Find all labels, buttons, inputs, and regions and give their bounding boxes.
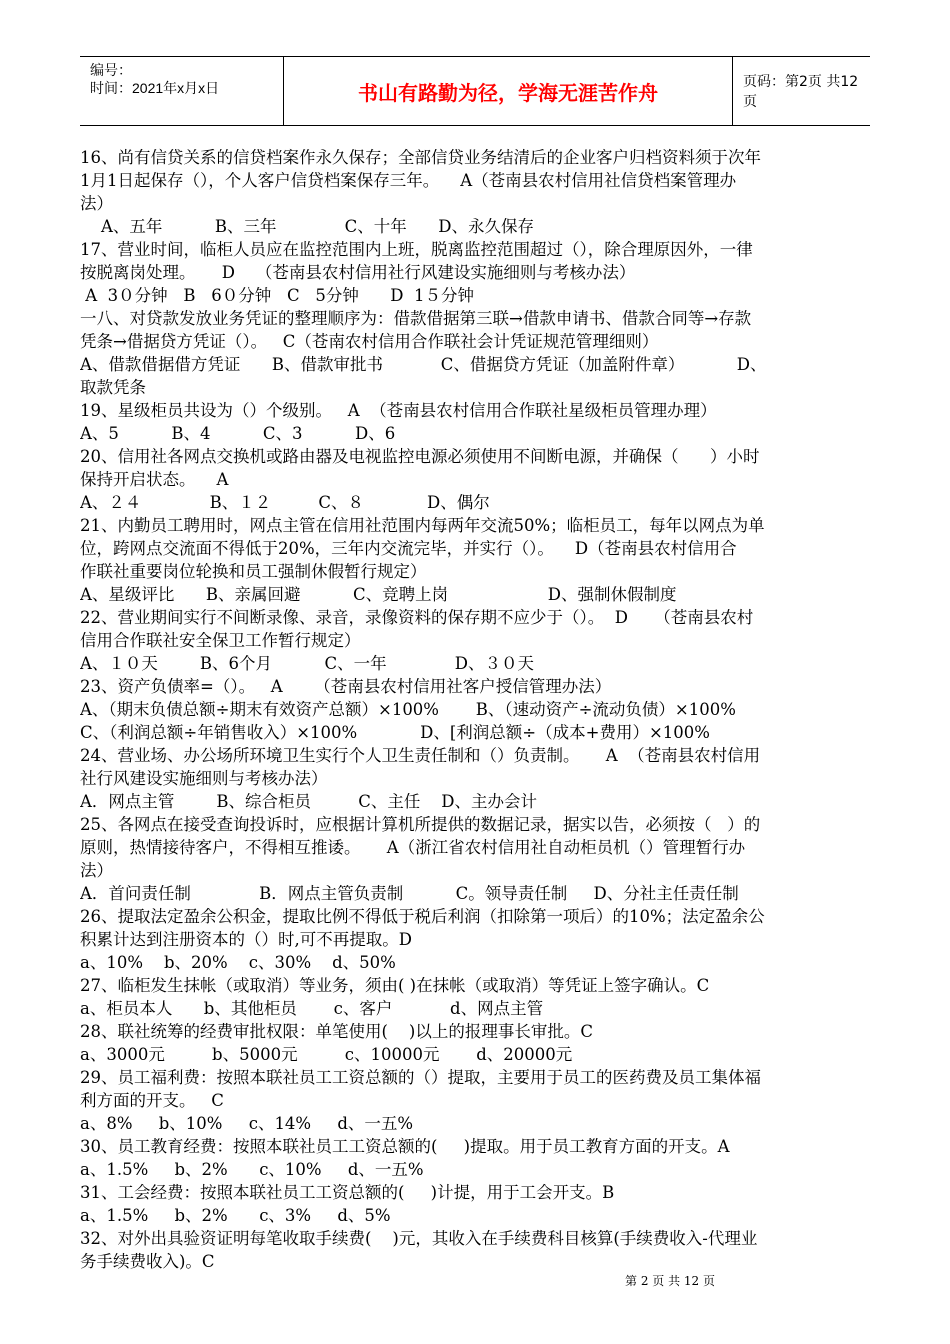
text-line: 16、尚有信贷关系的信贷档案作永久保存；全部信贷业务结清后的企业客户归档资料须于次年 <box>80 148 761 167</box>
page-header <box>80 56 870 126</box>
text-line: A、五年 B、三年 C、十年 D、永久保存 <box>80 217 534 236</box>
text-line: 原则，热情接待客户，不得相互推诿。 A（浙江省农村信用社自动柜员机（）管理暂行办 <box>80 838 746 857</box>
text-line: 法） <box>80 861 113 880</box>
text-line: 务手续费收入)。C <box>80 1252 215 1271</box>
text-line: C、（利润总额÷年销售收入）×100% D、[利润总额÷（成本+费用）×100% <box>80 723 710 742</box>
text-line: a、8% b、10% c、14% d、一五% <box>80 1114 414 1133</box>
text-line: 32、对外出具验资证明每笔收取手续费( )元，其收入在手续费科目核算(手续费收入-代理业 <box>80 1229 758 1248</box>
document-date-label: 时间：2021年x月x日 <box>90 80 220 96</box>
text-line: 20、信用社各网点交换机或路由器及电视监控电源必须使用不间断电源，并确保（ ）小时 <box>80 447 760 466</box>
text-line: a、3000元 b、5000元 c、10000元 d、20000元 <box>80 1045 573 1064</box>
text-line: 26、提取法定盈余公积金，提取比例不得低于税后利润（扣除第一项后）的10%；法定盈余公 <box>80 907 765 926</box>
text-line: 17、营业时间，临柜人员应在监控范围内上班，脱离监控范围超过（），除合理原因外，一律 <box>80 240 753 259</box>
text-line: 29、员工福利费：按照本联社员工工资总额的（）提取，主要用于员工的医药费及员工集体福 <box>80 1068 761 1087</box>
text-line: 凭条→借据贷方凭证（）。 C（苍南农村信用合作联社会计凭证规范管理细则） <box>80 332 659 351</box>
text-line: 一八、对贷款发放业务凭证的整理顺序为：借款借据第三联→借款申请书、借款合同等→存款 <box>80 309 752 328</box>
text-line: 19、星级柜员共设为（）个级别。 A （苍南县农村信用合作联社星级柜员管理办理） <box>80 401 717 420</box>
text-line: A 3０分钟 B 6０分钟 C 5分钟 D 1５分钟 <box>80 286 475 305</box>
text-line: 28、联社统筹的经费审批权限：单笔使用( )以上的报理事长审批。C <box>80 1022 593 1041</box>
text-line: 23、资产负债率=（）。 A （苍南县农村信用社客户授信管理办法） <box>80 677 612 696</box>
text-line: a、柜员本人 b、其他柜员 c、客户 d、网点主管 <box>80 999 544 1018</box>
text-line: A、（期末负债总额÷期末有效资产总额）×100% B、（速动资产÷流动负债）×100% <box>80 700 736 719</box>
text-line: 24、营业场、办公场所环境卫生实行个人卫生责任制和（）负责制。 A （苍南县农村信用 <box>80 746 761 765</box>
text-line: a、1.5% b、2% c、10% d、一五% <box>80 1160 424 1179</box>
header-motto: 书山有路勤为径，学海无涯苦作舟 <box>283 57 733 125</box>
text-line: A．网点主管 B、综合柜员 C、主任 D、主办会计 <box>80 792 538 811</box>
text-line: 位，跨网点交流面不得低于20%，三年内交流完毕，并实行（）。 D（苍南县农村信用合 <box>80 539 737 558</box>
text-line: 25、各网点在接受查询投诉时，应根据计算机所提供的数据记录，据实以告，必须按（ ）的 <box>80 815 761 834</box>
text-line: 取款凭条 <box>80 378 146 397</box>
text-line: 30、员工教育经费：按照本联社员工工资总额的( )提取。用于员工教育方面的开支。A <box>80 1137 730 1156</box>
header-page-number: 页码：第2页 共12页 <box>743 74 859 110</box>
text-line: a、10% b、20% c、30% d、50% <box>80 953 396 972</box>
text-line: 社行风建设实施细则与考核办法） <box>80 769 328 788</box>
text-line: A、星级评比 B、亲属回避 C、竞聘上岗 D、强制休假制度 <box>80 585 677 604</box>
text-line: 保持开启状态。 A <box>80 470 229 489</box>
text-line: 1月1日起保存（），个人客户信贷档案保存三年。 A（苍南县农村信用社信贷档案管理办 <box>80 171 737 190</box>
text-line: 法） <box>80 194 113 213</box>
text-line: 按脱离岗处理。 D （苍南县农村信用社行风建设实施细则与考核办法） <box>80 263 636 282</box>
text-line: a、1.5% b、2% c、3% d、5% <box>80 1206 391 1225</box>
text-line: 22、营业期间实行不间断录像、录音，录像资料的保存期不应少于（）。 D （苍南县农村 <box>80 608 754 627</box>
document-number-label: 编号： <box>90 62 132 78</box>
text-line: A．首问责任制 B．网点主管负责制 C。领导责任制 D、分社主任责任制 <box>80 884 739 903</box>
text-line: 利方面的开支。 C <box>80 1091 224 1110</box>
text-line: A、5 B、4 C、3 D、6 <box>80 424 396 443</box>
header-meta <box>80 57 283 125</box>
text-line: 27、临柜发生抹帐（或取消）等业务，须由( )在抹帐（或取消）等凭证上签字确认。C <box>80 976 710 995</box>
text-line: 21、内勤员工聘用时，网点主管在信用社范围内每两年交流50%；临柜员工，每年以网点为单 <box>80 516 765 535</box>
text-line: 31、工会经费：按照本联社员工工资总额的( )计提，用于工会开支。B <box>80 1183 615 1202</box>
text-line: 信用合作联社安全保卫工作暂行规定） <box>80 631 361 650</box>
text-line: A、２４ B、１２ C、８ D、偶尔 <box>80 493 490 512</box>
text-line: A、１０天 B、6个月 C、一年 D、３０天 <box>80 654 534 673</box>
page-footer: 第 2 页 共 12 页 <box>625 1274 715 1288</box>
text-line: A、借款借据借方凭证 B、借款审批书 C、借据贷方凭证（加盖附件章） D、 <box>80 355 767 374</box>
document-body <box>80 146 870 1273</box>
text-line: 作联社重要岗位轮换和员工强制休假暂行规定） <box>80 562 427 581</box>
text-line: 积累计达到注册资本的（）时,可不再提取。D <box>80 930 412 949</box>
